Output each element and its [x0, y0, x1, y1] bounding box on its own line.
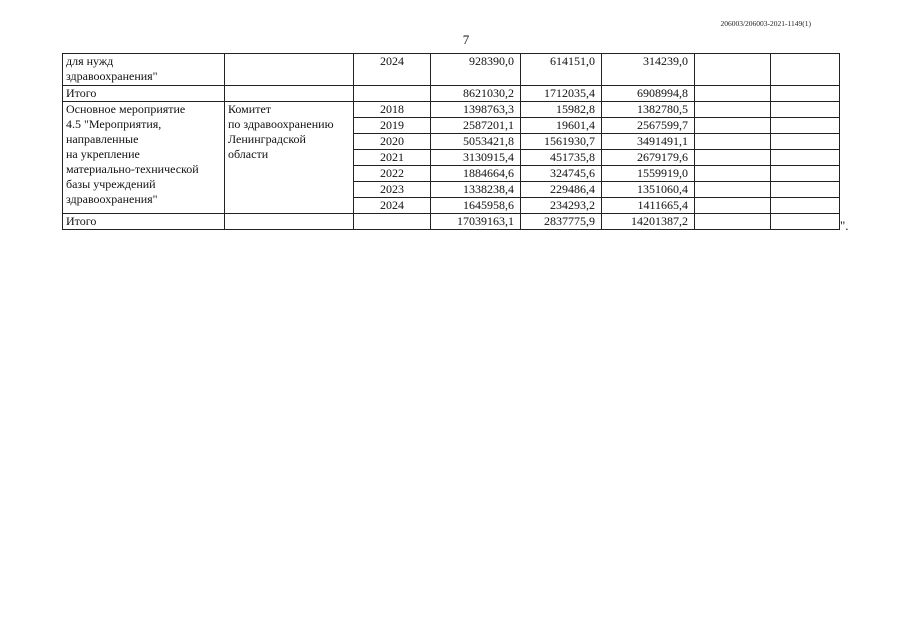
cell-total: 928390,0	[431, 54, 521, 86]
cell-empty	[695, 118, 771, 134]
cell-total: 1645958,6	[431, 198, 521, 214]
cell-total: 8621030,2	[431, 86, 521, 102]
page-number: 7	[462, 32, 470, 47]
cell-federal: 229486,4	[521, 182, 602, 198]
cell-empty	[695, 166, 771, 182]
cell-empty	[695, 150, 771, 166]
cell-total: 17039163,1	[431, 214, 521, 230]
cell-total: 1884664,6	[431, 166, 521, 182]
cell-total: 5053421,8	[431, 134, 521, 150]
cell-federal: 234293,2	[521, 198, 602, 214]
cell-responsible	[225, 86, 354, 102]
cell-name: Итого	[63, 86, 225, 102]
cell-empty	[695, 182, 771, 198]
cell-empty	[695, 86, 771, 102]
cell-empty	[771, 54, 840, 86]
cell-empty	[771, 166, 840, 182]
cell-year: 2020	[354, 134, 431, 150]
cell-regional: 1559919,0	[602, 166, 695, 182]
cell-total: 3130915,4	[431, 150, 521, 166]
cell-empty	[771, 134, 840, 150]
cell-empty	[771, 102, 840, 118]
cell-regional: 6908994,8	[602, 86, 695, 102]
cell-regional: 314239,0	[602, 54, 695, 86]
cell-regional: 1411665,4	[602, 198, 695, 214]
cell-federal: 614151,0	[521, 54, 602, 86]
cell-empty	[695, 198, 771, 214]
cell-activity-name: Основное мероприятие 4.5 "Мероприятия, направленные на укрепление материально-технической базы учреждений здравоохранения"	[63, 102, 225, 214]
cell-regional: 2567599,7	[602, 118, 695, 134]
table-row-total	[63, 86, 840, 102]
table-row-total	[63, 214, 840, 230]
table-row	[63, 54, 840, 86]
closing-quote-mark: ".	[840, 218, 849, 233]
cell-responsible	[225, 214, 354, 230]
cell-federal: 451735,8	[521, 150, 602, 166]
cell-regional: 3491491,1	[602, 134, 695, 150]
cell-responsible: Комитет по здравоохранению Ленинградской области	[225, 102, 354, 214]
cell-empty	[695, 214, 771, 230]
cell-federal: 19601,4	[521, 118, 602, 134]
cell-empty	[771, 118, 840, 134]
cell-total: 2587201,1	[431, 118, 521, 134]
cell-year	[354, 86, 431, 102]
cell-empty	[695, 134, 771, 150]
cell-year: 2019	[354, 118, 431, 134]
cell-empty	[771, 86, 840, 102]
cell-federal: 1712035,4	[521, 86, 602, 102]
document-id: 206003/206003-2021-1149(1)	[720, 19, 811, 28]
table-row	[63, 102, 840, 118]
cell-name: Итого	[63, 214, 225, 230]
cell-empty	[695, 54, 771, 86]
cell-total: 1398763,3	[431, 102, 521, 118]
cell-federal: 1561930,7	[521, 134, 602, 150]
cell-year: 2022	[354, 166, 431, 182]
cell-year: 2021	[354, 150, 431, 166]
cell-regional: 1351060,4	[602, 182, 695, 198]
cell-name: для нужд здравоохранения"	[63, 54, 225, 86]
cell-federal: 324745,6	[521, 166, 602, 182]
cell-empty	[771, 150, 840, 166]
cell-year	[354, 214, 431, 230]
cell-federal: 15982,8	[521, 102, 602, 118]
cell-regional: 1382780,5	[602, 102, 695, 118]
cell-empty	[771, 198, 840, 214]
cell-regional: 14201387,2	[602, 214, 695, 230]
budget-table	[62, 53, 840, 230]
cell-responsible	[225, 54, 354, 86]
cell-year: 2024	[354, 54, 431, 86]
cell-regional: 2679179,6	[602, 150, 695, 166]
cell-empty	[695, 102, 771, 118]
cell-year: 2024	[354, 198, 431, 214]
cell-empty	[771, 214, 840, 230]
cell-total: 1338238,4	[431, 182, 521, 198]
cell-federal: 2837775,9	[521, 214, 602, 230]
cell-empty	[771, 182, 840, 198]
cell-year: 2023	[354, 182, 431, 198]
cell-year: 2018	[354, 102, 431, 118]
